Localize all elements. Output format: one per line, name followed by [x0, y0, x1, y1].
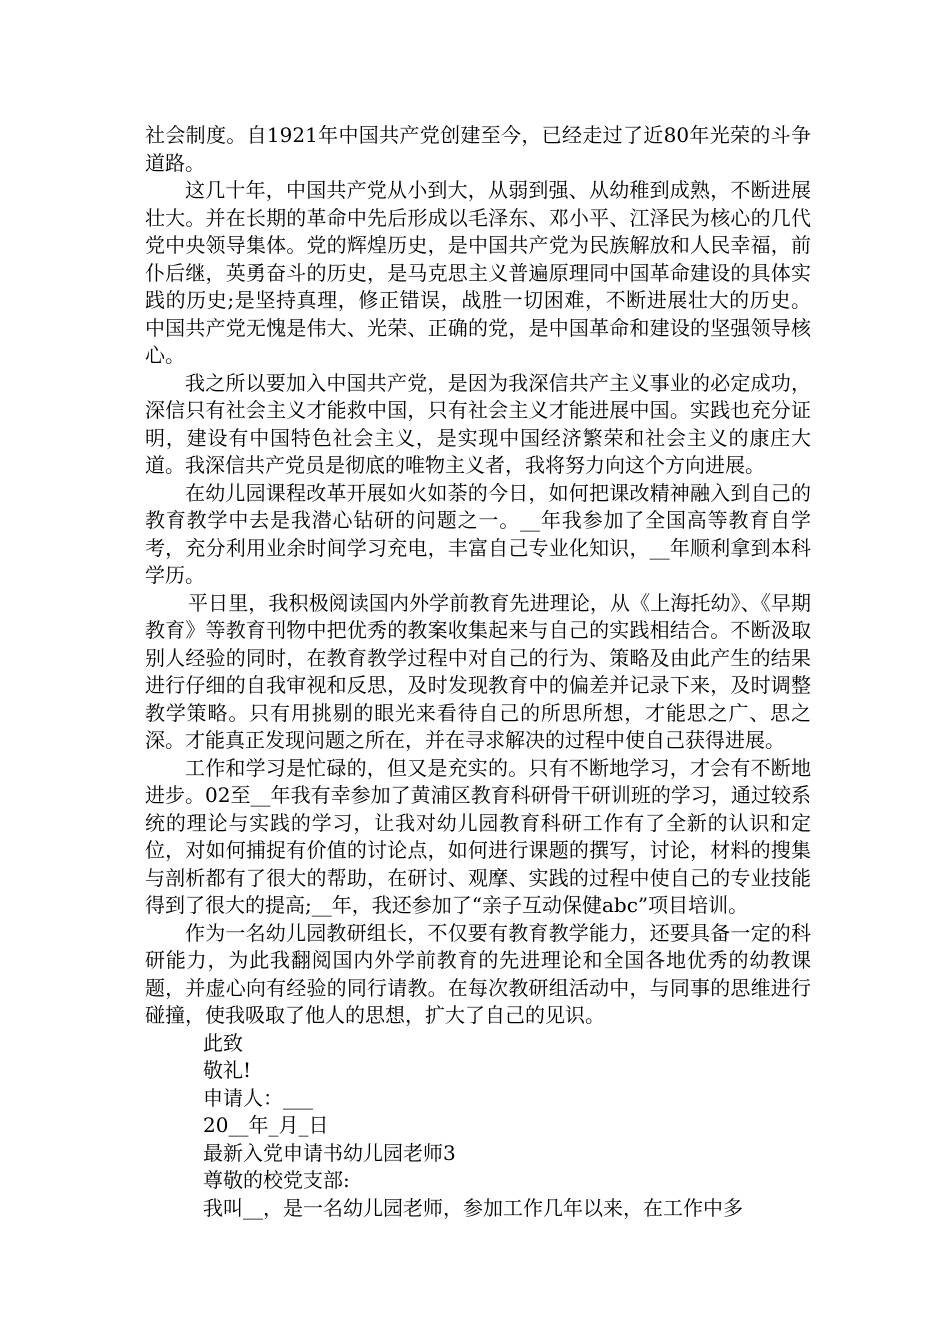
closing-salutation: 此致 — [203, 1030, 243, 1055]
paragraph-4: 在幼儿园课程改革开展如火如荼的今日，如何把课改精神融入到自己的教育教学中去是我潜心钻研的问题之一。__年我参加了全国高等教育自学考，充分利用业余时间学习充电，丰富自己专业化知识，__年顺利拿到本科学历。 — [145, 480, 811, 587]
paragraph-1: 社会制度。自1921年中国共产党创建至今，已经走过了近80年光荣的斗争道路。 — [145, 123, 811, 175]
document-body — [145, 122, 811, 1222]
paragraph-3: 我之所以要加入中国共产党，是因为我深信共产主义事业的必定成功，深信只有社会主义才能救中国，只有社会主义才能进展中国。实践也充分证明，建设有中国特色社会主义，是实现中国经济繁荣和社会主义的康庄大道。我深信共产党员是彻底的唯物主义者，我将努力向这个方向进展。 — [145, 370, 811, 477]
date-line: 20__年_月_日 — [203, 1113, 329, 1137]
applicant-line: 申请人：___ — [203, 1085, 313, 1110]
paragraph-2: 这几十年，中国共产党从小到大，从弱到强、从幼稚到成熟，不断进展壮大。并在长期的革命中先后形成以毛泽东、邓小平、江泽民为核心的几代党中央领导集体。党的辉煌历史，是中国共产党为民族解放和人民幸福，前仆后继，英勇奋斗的历史，是马克思主义普遍原理同中国革命建设的具体实践的历史;是坚持真理，修正错误，战胜一切困难，不断进展壮大的历史。中国共产党无愧是伟大、光荣、正确的党，是中国革命和建设的坚强领导核心。 — [145, 178, 811, 367]
closing-regards: 敬礼! — [203, 1058, 252, 1082]
paragraph-6: 工作和学习是忙碌的，但又是充实的。只有不断地学习，才会有不断地进步。02至__年我有幸参加了黄浦区教育科研骨干研训班的学习，通过较系统的理论与实践的学习，让我对幼儿园教育科研工作有了全新的认识和定位，对如何捕捉有价值的讨论点，如何进行课题的撰写，讨论，材料的搜集与剖析都有了很大的帮助，在研讨、观摩、实践的过程中使自己的专业技能得到了很大的提高;__年，我还参加了“亲子互动保健abc”项目培训。 — [145, 755, 811, 917]
opening-sentence: 我叫__，是一名幼儿园老师，参加工作几年以来，在工作中多 — [203, 1195, 743, 1220]
section-title: 最新入党申请书幼儿园老师3 — [203, 1140, 456, 1165]
paragraph-5: 平日里，我积极阅读国内外学前教育先进理论，从《上海托幼》、《早期教育》等教育刊物中把优秀的教案收集起来与自己的实践相结合。不断汲取别人经验的同时，在教育教学过程中对自己的行为、策略及由此产生的结果进行仔细的自我审视和反思，及时发现教育中的偏差并记录下来，及时调整教学策略。只有用挑剔的眼光来看待自己的所思所想，才能思之广、思之深。才能真正发现问题之所在，并在寻求解决的过程中使自己获得进展。 — [145, 590, 811, 752]
greeting-line: 尊敬的校党支部: — [203, 1168, 350, 1192]
paragraph-7: 作为一名幼儿园教研组长，不仅要有教育教学能力，还要具备一定的科研能力，为此我翻阅国内外学前教育的先进理论和全国各地优秀的幼教课题，并虚心向有经验的同行请教。在每次教研组活动中，与同事的思维进行碰撞，使我吸取了他人的思想，扩大了自己的见识。 — [145, 920, 811, 1027]
